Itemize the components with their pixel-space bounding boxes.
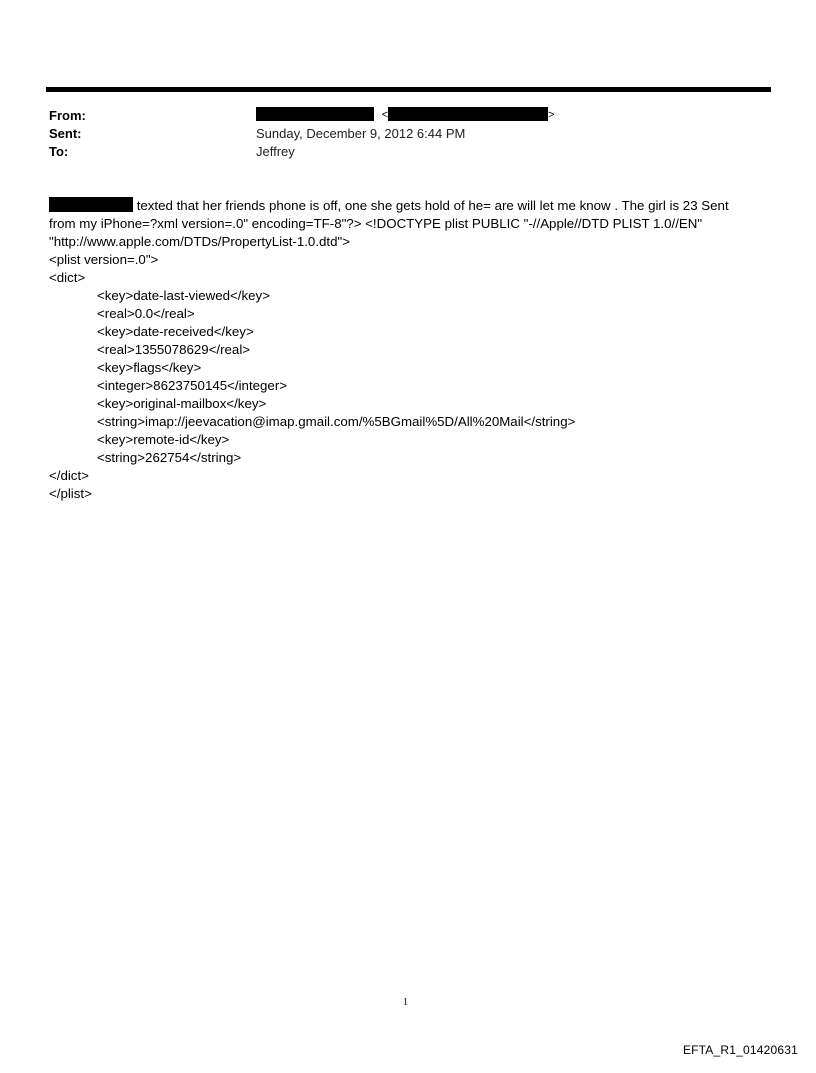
body-line: </plist> xyxy=(49,486,92,501)
header-rule xyxy=(46,87,771,92)
to-label: To: xyxy=(49,144,69,159)
redacted-name xyxy=(49,197,133,212)
body-line: <dict> xyxy=(49,270,86,285)
plist-line: <key>remote-id</key> xyxy=(97,432,230,447)
body-first-line-text: texted that her friends phone is off, one she gets hold of he= are will let me know . The girl is 23 Sent xyxy=(133,198,729,213)
page-number: 1 xyxy=(403,997,408,1008)
email-body xyxy=(49,197,769,503)
plist-line: <string>262754</string> xyxy=(97,450,242,465)
sent-label: Sent: xyxy=(49,126,82,141)
from-label: From: xyxy=(49,108,86,123)
body-line: "http://www.apple.com/DTDs/PropertyList-1.0.dtd"> xyxy=(49,234,350,249)
to-value: Jeffrey xyxy=(256,144,295,159)
plist-line: <real>1355078629</real> xyxy=(97,342,251,357)
email-close-bracket: > xyxy=(548,109,555,121)
plist-line: <key>date-received</key> xyxy=(97,324,254,339)
body-line: from my iPhone=?xml version=.0" encoding=TF-8"?> <!DOCTYPE plist PUBLIC "-//Apple//DTD PLIST 1.0//EN" xyxy=(49,216,703,231)
sent-value: Sunday, December 9, 2012 6:44 PM xyxy=(256,126,466,141)
plist-line: <real>0.0</real> xyxy=(97,306,195,321)
email-open-bracket: < xyxy=(381,109,389,121)
body-line: <plist version=.0"> xyxy=(49,252,159,267)
redacted-sender-email xyxy=(388,107,548,121)
from-value xyxy=(256,107,555,123)
body-line xyxy=(49,197,769,215)
body-line: </dict> xyxy=(49,468,89,483)
plist-line: <key>flags</key> xyxy=(97,360,202,375)
plist-line: <key>date-last-viewed</key> xyxy=(97,288,270,303)
plist-line: <integer>8623750145</integer> xyxy=(97,378,288,393)
redacted-sender-name xyxy=(256,107,374,121)
plist-line: <key>original-mailbox</key> xyxy=(97,396,267,411)
document-id: EFTA_R1_01420631 xyxy=(682,1043,798,1057)
plist-line: <string>imap://jeevacation@imap.gmail.com/%5BGmail%5D/All%20Mail</string> xyxy=(97,414,576,429)
